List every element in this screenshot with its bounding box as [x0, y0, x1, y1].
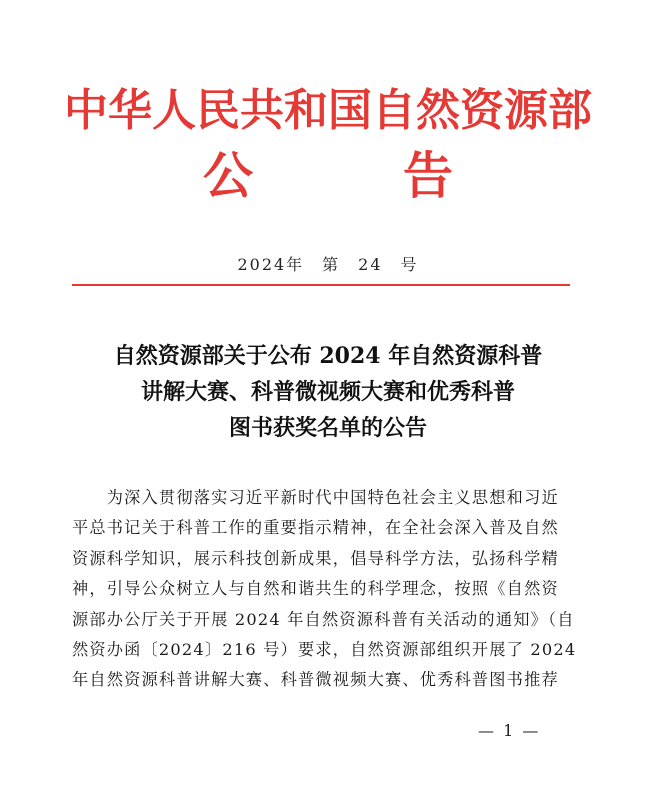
masthead-doc-type: 公告	[203, 147, 603, 205]
body-paragraph	[72, 483, 577, 696]
body-line: 资源科学知识，展示科技创新成果，倡导科学方法，弘扬科学精	[72, 548, 559, 568]
body-line: 为深入贯彻落实习近平新时代中国特色社会主义思想和习近	[72, 488, 559, 507]
body-line: 神，引导公众树立人与自然和谐共生的科学理念，按照《自然资	[72, 579, 559, 599]
page-number: — 1 —	[478, 721, 541, 740]
body-line: 源部办公厅关于开展 2024 年自然资源科普有关活动的通知》（自	[72, 609, 575, 629]
document-number: 2024年 第 24 号	[237, 255, 419, 274]
masthead-org-name: 中华人民共和国自然资源部	[64, 85, 592, 136]
red-divider-line	[72, 284, 570, 286]
body-line: 年自然资源科普讲解大赛、科普微视频大赛、优秀科普图书推荐	[72, 670, 559, 690]
heading-line: 讲解大赛、科普微视频大赛和优秀科普	[140, 379, 515, 405]
body-line: 然资办函〔2024〕216 号）要求，自然资源部组织开展了 2024	[72, 640, 577, 660]
document-heading	[60, 338, 596, 446]
heading-line: 自然资源部关于公布 2024 年自然资源科普	[113, 343, 543, 369]
heading-line: 图书获奖名单的公告	[228, 415, 427, 441]
body-line: 平总书记关于科普工作的重要指示精神，在全社会深入普及自然	[72, 518, 559, 538]
